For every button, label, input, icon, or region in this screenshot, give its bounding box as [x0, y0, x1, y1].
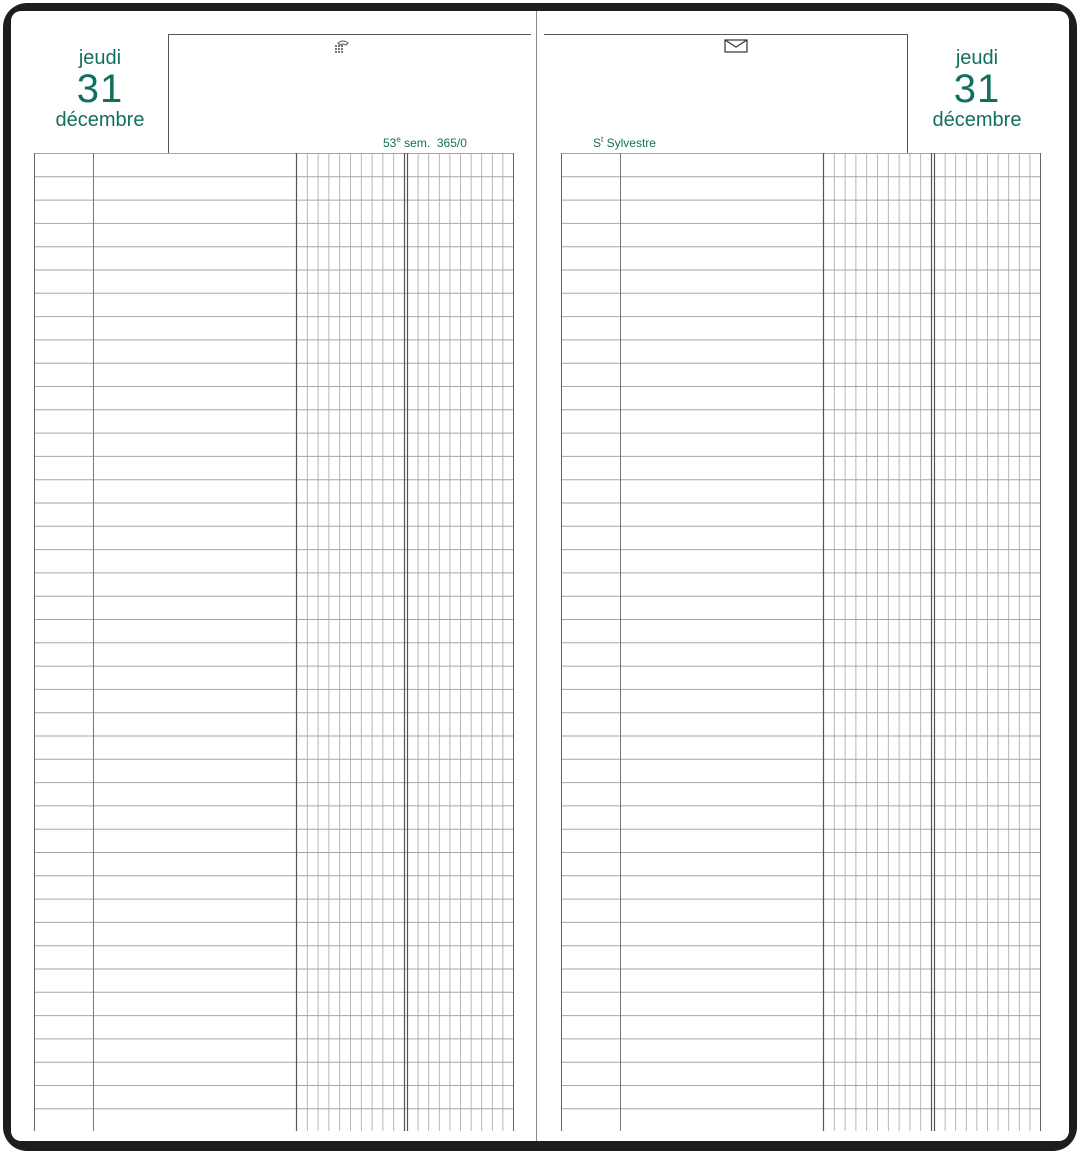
left-day-number: 31: [76, 67, 124, 111]
left-day-name: jeudi: [78, 47, 122, 69]
right-ledger-grid: [561, 153, 1043, 1133]
right-month: décembre: [932, 109, 1022, 131]
left-month: décembre: [55, 109, 145, 131]
left-ledger-grid: [34, 153, 516, 1133]
envelope-icon: [724, 39, 748, 58]
right-date: [917, 47, 1037, 131]
right-day-name: jeudi: [955, 47, 999, 69]
telephone-icon: [334, 38, 352, 61]
saint-prefix: S: [593, 136, 602, 150]
right-day-number: 31: [953, 67, 1001, 111]
week-word: sem.: [404, 136, 431, 150]
saint-name: Sylvestre: [606, 136, 656, 150]
left-date: [40, 47, 160, 131]
page-spine: [536, 11, 537, 1141]
week-suffix: e: [396, 135, 401, 144]
week-number: 53: [383, 136, 397, 150]
week-and-day-counter: [383, 135, 467, 150]
saint-of-day: [593, 135, 656, 150]
day-of-year: 365/0: [436, 136, 467, 150]
saint-suffix: t: [601, 135, 604, 144]
